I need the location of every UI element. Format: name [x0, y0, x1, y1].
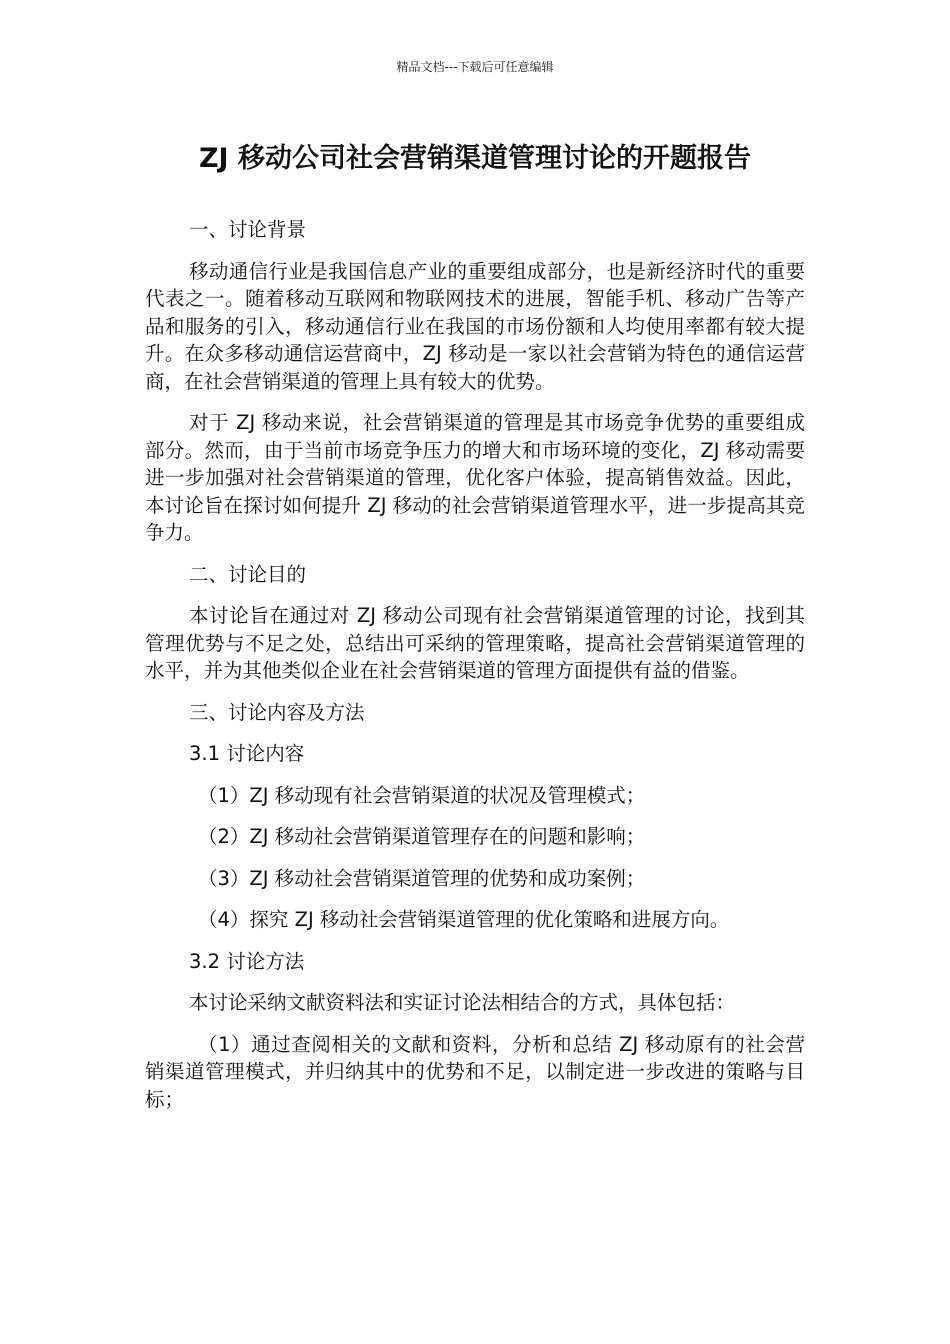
paragraph-purpose: 本讨论旨在通过对 ZJ 移动公司现有社会营销渠道管理的讨论，找到其管理优势与不足之处，总结出可采纳的管理策略，提高社会营销渠道管理的水平，并为其他类似企业在社会营销渠道的管理方面提供有益的借鉴。 [145, 604, 805, 682]
header-note: 精品文档---下载后可任意编辑 [396, 60, 554, 74]
content-item-2: （2）ZJ 移动社会营销渠道管理存在的问题和影响； [198, 825, 646, 848]
paragraph-background-1: 移动通信行业是我国信息产业的重要组成部分，也是新经济时代的重要代表之一。随着移动互联网和物联网技术的进展，智能手机、移动广告等产品和服务的引入，移动通信行业在我国的市场份额和人均使用率都有较大提升。在众多移动通信运营商中，ZJ 移动是一家以社会营销为特色的通信运营商，在社会营销渠道的管理上具有较大的优势。 [145, 259, 805, 393]
subsection-heading-method: 3.2 讨论方法 [189, 949, 305, 973]
section-heading-purpose: 二、讨论目的 [189, 562, 307, 586]
section-heading-background: 一、讨论背景 [189, 218, 307, 241]
paragraph-background-2: 对于 ZJ 移动来说，社会营销渠道的管理是其市场竞争优势的重要组成部分。然而，由于当前市场竞争压力的增大和市场环境的变化，ZJ 移动需要进一步加强对社会营销渠道的管理，优化客户体验，提高销售效益。因此，本讨论旨在探讨如何提升 ZJ 移动的社会营销渠道管理水平，进一步提高其竞争力。 [145, 411, 805, 544]
method-item-1: （1）通过查阅相关的文献和资料，分析和总结 ZJ 移动原有的社会营销渠道管理模式，并归纳其中的优势和不足，以制定进一步改进的策略与目标； [145, 1032, 805, 1111]
content-item-3: （3）ZJ 移动社会营销渠道管理的优势和成功案例； [198, 866, 646, 890]
subsection-heading-content: 3.1 讨论内容 [189, 742, 305, 765]
paragraph-method-intro: 本讨论采纳文献资料法和实证讨论法相结合的方式，具体包括： [189, 991, 736, 1014]
document-title: ZJ 移动公司社会营销渠道管理讨论的开题报告 [198, 143, 752, 174]
content-item-1: （1）ZJ 移动现有社会营销渠道的状况及管理模式； [198, 783, 646, 807]
document-body [145, 216, 805, 1127]
content-item-4: （4）探究 ZJ 移动社会营销渠道管理的优化策略和进展方向。 [198, 908, 730, 931]
section-heading-content-method: 三、讨论内容及方法 [189, 700, 365, 724]
